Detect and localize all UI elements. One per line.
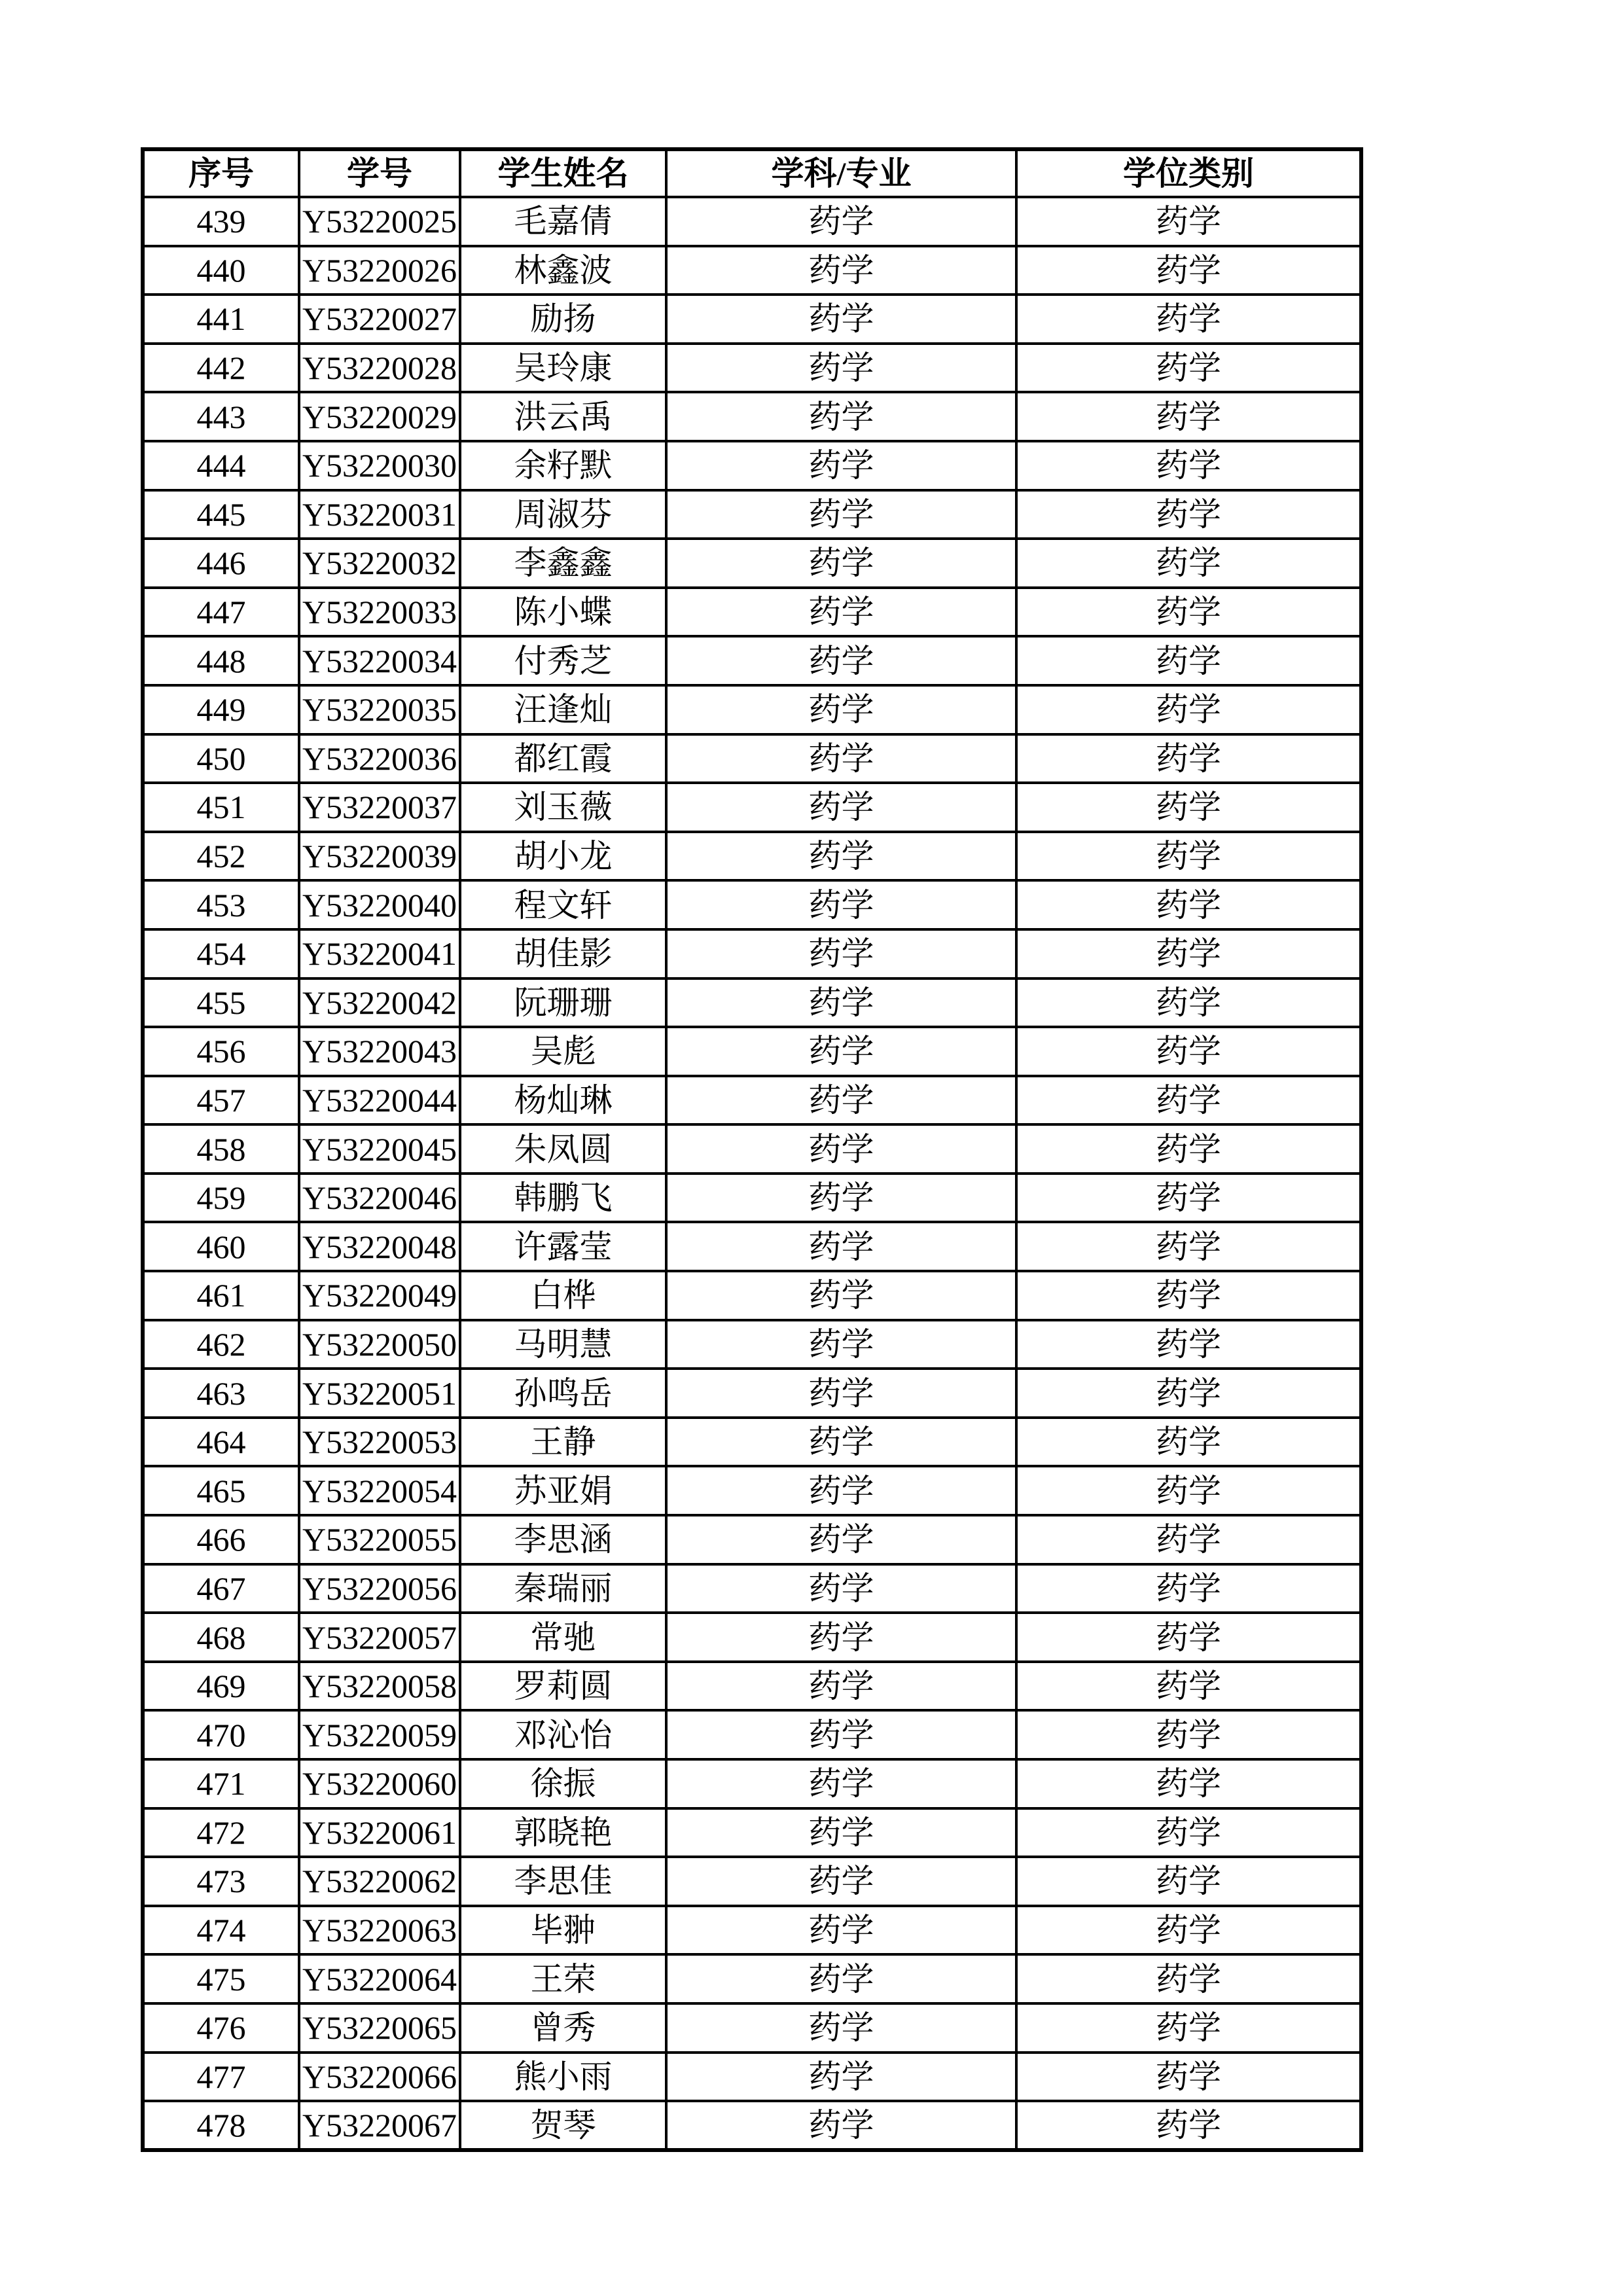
cell-serial-number: 456 — [143, 1027, 299, 1076]
cell-student-name: 李思涵 — [460, 1515, 666, 1564]
table-row — [143, 2053, 1361, 2102]
cell-degree-type: 药学 — [1016, 1222, 1361, 1271]
cell-student-id: Y53220048 — [299, 1222, 460, 1271]
cell-degree-type: 药学 — [1016, 636, 1361, 685]
cell-degree-type: 药学 — [1016, 1564, 1361, 1613]
cell-student-name: 徐振 — [460, 1759, 666, 1808]
cell-student-id: Y53220064 — [299, 1954, 460, 2003]
cell-serial-number: 458 — [143, 1124, 299, 1174]
cell-major: 药学 — [666, 539, 1016, 588]
cell-student-name: 杨灿琳 — [460, 1076, 666, 1125]
table-row — [143, 1466, 1361, 1515]
cell-major: 药学 — [666, 1564, 1016, 1613]
cell-student-id: Y53220067 — [299, 2101, 460, 2150]
cell-student-name: 吴彪 — [460, 1027, 666, 1076]
cell-degree-type: 药学 — [1016, 1124, 1361, 1174]
cell-major: 药学 — [666, 783, 1016, 832]
students-table — [141, 147, 1363, 2152]
cell-degree-type: 药学 — [1016, 1466, 1361, 1515]
cell-serial-number: 440 — [143, 246, 299, 295]
cell-student-name: 苏亚娟 — [460, 1466, 666, 1515]
cell-major: 药学 — [666, 1027, 1016, 1076]
cell-student-name: 李鑫鑫 — [460, 539, 666, 588]
cell-serial-number: 477 — [143, 2053, 299, 2102]
cell-degree-type: 药学 — [1016, 1271, 1361, 1320]
cell-serial-number: 469 — [143, 1662, 299, 1711]
header-serial-number: 序号 — [143, 149, 299, 197]
cell-student-name: 刘玉薇 — [460, 783, 666, 832]
cell-student-id: Y53220045 — [299, 1124, 460, 1174]
cell-major: 药学 — [666, 1418, 1016, 1467]
cell-student-id: Y53220027 — [299, 295, 460, 344]
cell-student-name: 都红霞 — [460, 734, 666, 783]
cell-major: 药学 — [666, 1857, 1016, 1906]
cell-serial-number: 461 — [143, 1271, 299, 1320]
cell-serial-number: 476 — [143, 2003, 299, 2053]
cell-degree-type: 药学 — [1016, 1027, 1361, 1076]
cell-student-name: 吴玲康 — [460, 344, 666, 393]
cell-student-id: Y53220063 — [299, 1906, 460, 1955]
table-row — [143, 978, 1361, 1028]
cell-student-id: Y53220035 — [299, 685, 460, 734]
cell-degree-type: 药学 — [1016, 2101, 1361, 2150]
table-row — [143, 1710, 1361, 1759]
table-row — [143, 1174, 1361, 1223]
cell-student-name: 洪云禹 — [460, 392, 666, 441]
cell-serial-number: 473 — [143, 1857, 299, 1906]
cell-degree-type: 药学 — [1016, 1076, 1361, 1125]
cell-student-name: 白桦 — [460, 1271, 666, 1320]
cell-degree-type: 药学 — [1016, 246, 1361, 295]
cell-major: 药学 — [666, 1076, 1016, 1125]
cell-serial-number: 455 — [143, 978, 299, 1028]
cell-serial-number: 444 — [143, 441, 299, 490]
cell-student-id: Y53220062 — [299, 1857, 460, 1906]
header-major: 学科/专业 — [666, 149, 1016, 197]
cell-serial-number: 475 — [143, 1954, 299, 2003]
table-row — [143, 1564, 1361, 1613]
cell-serial-number: 448 — [143, 636, 299, 685]
cell-student-name: 程文轩 — [460, 880, 666, 929]
cell-major: 药学 — [666, 490, 1016, 539]
table-row — [143, 392, 1361, 441]
cell-degree-type: 药学 — [1016, 1174, 1361, 1223]
cell-student-name: 马明慧 — [460, 1320, 666, 1369]
table-row — [143, 1027, 1361, 1076]
cell-degree-type: 药学 — [1016, 783, 1361, 832]
cell-serial-number: 466 — [143, 1515, 299, 1564]
cell-major: 药学 — [666, 1613, 1016, 1662]
cell-student-name: 邓沁怡 — [460, 1710, 666, 1759]
cell-major: 药学 — [666, 1320, 1016, 1369]
cell-serial-number: 474 — [143, 1906, 299, 1955]
cell-student-name: 胡小龙 — [460, 832, 666, 881]
cell-major: 药学 — [666, 1759, 1016, 1808]
table-row — [143, 2003, 1361, 2053]
cell-major: 药学 — [666, 1174, 1016, 1223]
cell-student-id: Y53220065 — [299, 2003, 460, 2053]
cell-serial-number: 468 — [143, 1613, 299, 1662]
header-student-name: 学生姓名 — [460, 149, 666, 197]
cell-major: 药学 — [666, 295, 1016, 344]
cell-degree-type: 药学 — [1016, 588, 1361, 637]
cell-student-name: 毕翀 — [460, 1906, 666, 1955]
cell-major: 药学 — [666, 1710, 1016, 1759]
cell-student-name: 曾秀 — [460, 2003, 666, 2053]
table-row — [143, 734, 1361, 783]
cell-student-id: Y53220029 — [299, 392, 460, 441]
table-row — [143, 1076, 1361, 1125]
cell-major: 药学 — [666, 636, 1016, 685]
cell-degree-type: 药学 — [1016, 1906, 1361, 1955]
cell-student-name: 毛嘉倩 — [460, 197, 666, 246]
cell-student-id: Y53220041 — [299, 929, 460, 978]
cell-student-name: 周淑芬 — [460, 490, 666, 539]
cell-serial-number: 460 — [143, 1222, 299, 1271]
cell-student-name: 许露莹 — [460, 1222, 666, 1271]
cell-degree-type: 药学 — [1016, 734, 1361, 783]
cell-major: 药学 — [666, 1906, 1016, 1955]
cell-serial-number: 451 — [143, 783, 299, 832]
cell-degree-type: 药学 — [1016, 832, 1361, 881]
cell-degree-type: 药学 — [1016, 880, 1361, 929]
table-row — [143, 588, 1361, 637]
cell-student-name: 王静 — [460, 1418, 666, 1467]
cell-serial-number: 439 — [143, 197, 299, 246]
cell-major: 药学 — [666, 392, 1016, 441]
cell-degree-type: 药学 — [1016, 978, 1361, 1028]
cell-degree-type: 药学 — [1016, 1320, 1361, 1369]
table-row — [143, 1613, 1361, 1662]
cell-student-name: 郭晓艳 — [460, 1808, 666, 1857]
cell-serial-number: 470 — [143, 1710, 299, 1759]
cell-student-name: 贺琴 — [460, 2101, 666, 2150]
cell-major: 药学 — [666, 978, 1016, 1028]
table-row — [143, 636, 1361, 685]
table-row — [143, 880, 1361, 929]
cell-degree-type: 药学 — [1016, 539, 1361, 588]
cell-student-id: Y53220033 — [299, 588, 460, 637]
cell-serial-number: 446 — [143, 539, 299, 588]
cell-student-id: Y53220040 — [299, 880, 460, 929]
cell-student-id: Y53220054 — [299, 1466, 460, 1515]
cell-degree-type: 药学 — [1016, 1613, 1361, 1662]
cell-major: 药学 — [666, 929, 1016, 978]
cell-student-id: Y53220046 — [299, 1174, 460, 1223]
cell-student-id: Y53220031 — [299, 490, 460, 539]
table-row — [143, 344, 1361, 393]
cell-student-name: 李思佳 — [460, 1857, 666, 1906]
cell-student-id: Y53220049 — [299, 1271, 460, 1320]
cell-degree-type: 药学 — [1016, 1759, 1361, 1808]
cell-degree-type: 药学 — [1016, 1808, 1361, 1857]
cell-student-name: 汪逢灿 — [460, 685, 666, 734]
cell-serial-number: 452 — [143, 832, 299, 881]
cell-student-id: Y53220050 — [299, 1320, 460, 1369]
table-row — [143, 1808, 1361, 1857]
cell-student-id: Y53220061 — [299, 1808, 460, 1857]
cell-serial-number: 441 — [143, 295, 299, 344]
table-row — [143, 197, 1361, 246]
cell-major: 药学 — [666, 1124, 1016, 1174]
cell-major: 药学 — [666, 1369, 1016, 1418]
table-row — [143, 1906, 1361, 1955]
cell-degree-type: 药学 — [1016, 490, 1361, 539]
cell-major: 药学 — [666, 734, 1016, 783]
cell-student-id: Y53220030 — [299, 441, 460, 490]
cell-degree-type: 药学 — [1016, 2003, 1361, 2053]
cell-serial-number: 478 — [143, 2101, 299, 2150]
cell-major: 药学 — [666, 1515, 1016, 1564]
cell-major: 药学 — [666, 1954, 1016, 2003]
cell-student-name: 余籽默 — [460, 441, 666, 490]
cell-student-name: 付秀芝 — [460, 636, 666, 685]
cell-major: 药学 — [666, 685, 1016, 734]
cell-student-id: Y53220032 — [299, 539, 460, 588]
cell-student-id: Y53220039 — [299, 832, 460, 881]
cell-student-id: Y53220044 — [299, 1076, 460, 1125]
cell-student-id: Y53220028 — [299, 344, 460, 393]
cell-student-name: 罗莉圆 — [460, 1662, 666, 1711]
cell-student-name: 胡佳影 — [460, 929, 666, 978]
cell-student-id: Y53220037 — [299, 783, 460, 832]
cell-serial-number: 457 — [143, 1076, 299, 1125]
table-row — [143, 1320, 1361, 1369]
cell-major: 药学 — [666, 1271, 1016, 1320]
cell-degree-type: 药学 — [1016, 1662, 1361, 1711]
cell-serial-number: 472 — [143, 1808, 299, 1857]
cell-student-id: Y53220036 — [299, 734, 460, 783]
cell-serial-number: 449 — [143, 685, 299, 734]
cell-student-name: 秦瑞丽 — [460, 1564, 666, 1613]
cell-major: 药学 — [666, 1466, 1016, 1515]
cell-student-id: Y53220026 — [299, 246, 460, 295]
cell-student-name: 林鑫波 — [460, 246, 666, 295]
cell-serial-number: 445 — [143, 490, 299, 539]
cell-major: 药学 — [666, 246, 1016, 295]
cell-student-id: Y53220060 — [299, 1759, 460, 1808]
cell-serial-number: 467 — [143, 1564, 299, 1613]
cell-serial-number: 454 — [143, 929, 299, 978]
cell-student-id: Y53220059 — [299, 1710, 460, 1759]
cell-student-name: 王荣 — [460, 1954, 666, 2003]
cell-serial-number: 450 — [143, 734, 299, 783]
table-row — [143, 1271, 1361, 1320]
cell-student-name: 孙鸣岳 — [460, 1369, 666, 1418]
table-row — [143, 1418, 1361, 1467]
cell-student-id: Y53220042 — [299, 978, 460, 1028]
cell-major: 药学 — [666, 2101, 1016, 2150]
cell-student-name: 朱凤圆 — [460, 1124, 666, 1174]
cell-student-name: 阮珊珊 — [460, 978, 666, 1028]
cell-degree-type: 药学 — [1016, 1515, 1361, 1564]
cell-serial-number: 464 — [143, 1418, 299, 1467]
table-row — [143, 295, 1361, 344]
cell-degree-type: 药学 — [1016, 929, 1361, 978]
table-row — [143, 246, 1361, 295]
cell-student-name: 励扬 — [460, 295, 666, 344]
cell-student-id: Y53220034 — [299, 636, 460, 685]
cell-serial-number: 459 — [143, 1174, 299, 1223]
cell-degree-type: 药学 — [1016, 685, 1361, 734]
table-row — [143, 685, 1361, 734]
table-row — [143, 1369, 1361, 1418]
cell-student-name: 熊小雨 — [460, 2053, 666, 2102]
table-row — [143, 490, 1361, 539]
cell-degree-type: 药学 — [1016, 197, 1361, 246]
cell-serial-number: 463 — [143, 1369, 299, 1418]
table-row — [143, 2101, 1361, 2150]
cell-serial-number: 453 — [143, 880, 299, 929]
cell-student-id: Y53220058 — [299, 1662, 460, 1711]
cell-major: 药学 — [666, 832, 1016, 881]
table-row — [143, 441, 1361, 490]
cell-degree-type: 药学 — [1016, 2053, 1361, 2102]
cell-major: 药学 — [666, 2003, 1016, 2053]
cell-major: 药学 — [666, 2053, 1016, 2102]
table-row — [143, 1857, 1361, 1906]
cell-serial-number: 471 — [143, 1759, 299, 1808]
cell-student-id: Y53220055 — [299, 1515, 460, 1564]
cell-degree-type: 药学 — [1016, 295, 1361, 344]
cell-major: 药学 — [666, 588, 1016, 637]
header-student-id: 学号 — [299, 149, 460, 197]
cell-serial-number: 465 — [143, 1466, 299, 1515]
cell-student-id: Y53220053 — [299, 1418, 460, 1467]
cell-degree-type: 药学 — [1016, 1710, 1361, 1759]
cell-student-id: Y53220066 — [299, 2053, 460, 2102]
cell-degree-type: 药学 — [1016, 1418, 1361, 1467]
cell-major: 药学 — [666, 197, 1016, 246]
cell-student-name: 韩鹏飞 — [460, 1174, 666, 1223]
cell-degree-type: 药学 — [1016, 441, 1361, 490]
cell-student-id: Y53220051 — [299, 1369, 460, 1418]
cell-student-name: 陈小蝶 — [460, 588, 666, 637]
cell-major: 药学 — [666, 441, 1016, 490]
cell-degree-type: 药学 — [1016, 344, 1361, 393]
table-row — [143, 1515, 1361, 1564]
cell-degree-type: 药学 — [1016, 1857, 1361, 1906]
cell-student-id: Y53220025 — [299, 197, 460, 246]
table-row — [143, 1222, 1361, 1271]
cell-major: 药学 — [666, 880, 1016, 929]
cell-major: 药学 — [666, 1662, 1016, 1711]
cell-serial-number: 447 — [143, 588, 299, 637]
cell-student-name: 常驰 — [460, 1613, 666, 1662]
cell-student-id: Y53220043 — [299, 1027, 460, 1076]
table-row — [143, 783, 1361, 832]
cell-major: 药学 — [666, 1808, 1016, 1857]
cell-degree-type: 药学 — [1016, 1954, 1361, 2003]
table-row — [143, 832, 1361, 881]
header-row — [143, 149, 1361, 197]
cell-degree-type: 药学 — [1016, 1369, 1361, 1418]
cell-degree-type: 药学 — [1016, 392, 1361, 441]
cell-student-id: Y53220056 — [299, 1564, 460, 1613]
header-degree-type: 学位类别 — [1016, 149, 1361, 197]
table-row — [143, 1954, 1361, 2003]
table-row — [143, 539, 1361, 588]
cell-student-id: Y53220057 — [299, 1613, 460, 1662]
table-body — [143, 197, 1361, 2150]
cell-major: 药学 — [666, 1222, 1016, 1271]
cell-serial-number: 462 — [143, 1320, 299, 1369]
cell-major: 药学 — [666, 344, 1016, 393]
cell-serial-number: 443 — [143, 392, 299, 441]
cell-serial-number: 442 — [143, 344, 299, 393]
table-row — [143, 1124, 1361, 1174]
table-row — [143, 1662, 1361, 1711]
table-row — [143, 1759, 1361, 1808]
table-row — [143, 929, 1361, 978]
